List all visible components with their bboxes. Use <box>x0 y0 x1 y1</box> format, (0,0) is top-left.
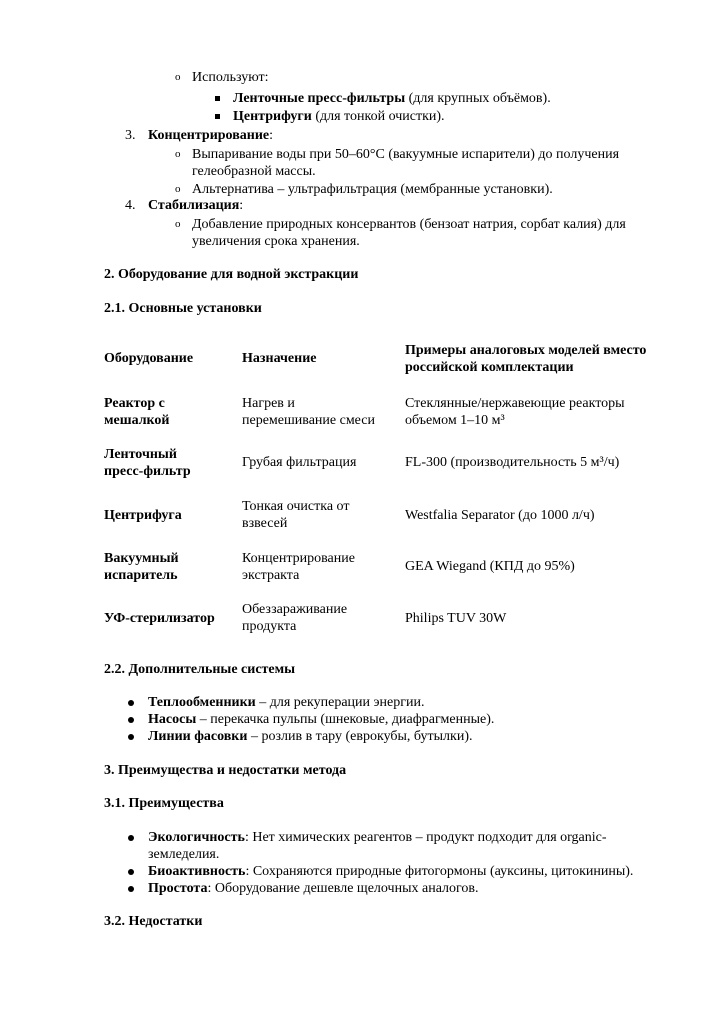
simplicity-desc: : Оборудование дешевле щелочных аналогов. <box>207 881 479 896</box>
step-4-item-1-line-1: Добавление природных консервантов (бензоат натрия, сорбат калия) для <box>192 217 626 232</box>
step-3-item-1-line-1: Выпаривание воды при 50–60°C (вакуумные испарители) до получения <box>192 147 620 162</box>
table-cell-model: GEA Wiegand (КПД до 95%) <box>405 559 575 574</box>
bullet-dot <box>128 700 134 706</box>
table-cell-equipment: Центрифуга <box>104 508 182 523</box>
packing-lines-desc: – розлив в тару (еврокубы, бутылки). <box>247 729 473 744</box>
step-3-item-1-line-2: гелеобразной массы. <box>192 164 316 179</box>
section-2-1-heading: 2.1. Основные установки <box>104 301 262 316</box>
ecology-desc-line-2: земледелия. <box>148 847 220 862</box>
table-cell-model: объемом 1–10 м³ <box>405 413 505 428</box>
step-3-item-2: Альтернатива – ультрафильтрация (мембранные установки). <box>192 182 553 197</box>
step-4-item-1-line-2: увеличения срока хранения. <box>192 234 360 249</box>
step-4-title-text: Стабилизация <box>148 198 240 213</box>
bullet-dot <box>128 835 134 841</box>
bullet-dot <box>128 734 134 740</box>
centrifuge-term: Центрифуги <box>233 109 312 124</box>
table-cell-equipment: Вакуумный <box>104 551 179 566</box>
section-2-2-heading: 2.2. Дополнительные системы <box>104 662 296 677</box>
bullet-dot <box>128 717 134 723</box>
table-cell-model: Westfalia Separator (до 1000 л/ч) <box>405 508 595 523</box>
table-cell-equipment: мешалкой <box>104 413 170 428</box>
table-cell-purpose: продукта <box>242 619 297 634</box>
centrifuge-desc: (для тонкой очистки). <box>311 109 445 124</box>
ecology-term: Экологичность <box>148 830 245 845</box>
section-3-2-heading: 3.2. Недостатки <box>104 914 203 929</box>
table-cell-purpose: Тонкая очистка от <box>242 499 350 514</box>
table-cell-purpose: экстракта <box>242 568 300 583</box>
step-4-colon: : <box>239 198 244 213</box>
table-cell-purpose: перемешивание смеси <box>242 413 375 428</box>
belt-press-term: Ленточные пресс-фильтры <box>233 91 406 106</box>
pumps-desc: – перекачка пульпы (шнековые, диафрагменные). <box>196 712 495 727</box>
table-cell-equipment: Ленточный <box>104 447 177 462</box>
table-cell-equipment: УФ-стерилизатор <box>104 611 215 626</box>
heat-exchangers-desc: – для рекуперации энергии. <box>255 695 425 710</box>
list-item-bioactivity <box>148 863 633 880</box>
table-cell-purpose: Грубая фильтрация <box>242 455 357 470</box>
belt-press-desc: (для крупных объёмов). <box>405 91 551 106</box>
table-cell-equipment: пресс-фильтр <box>104 464 191 479</box>
list-item-uses: Используют: <box>192 70 269 85</box>
list-item-packing-lines <box>148 728 473 745</box>
list-item-belt-press <box>233 90 551 107</box>
ecology-desc: : Нет химических реагентов – продукт подходит для organic- <box>244 830 607 845</box>
list-item-ecology <box>148 829 607 846</box>
section-3-1-heading: 3.1. Преимущества <box>104 796 224 811</box>
bioactivity-term: Биоактивность <box>148 864 246 879</box>
packing-lines-term: Линии фасовки <box>148 729 248 744</box>
step-3-title-text: Концентрирование <box>148 128 270 143</box>
step-number-4: 4. <box>125 198 136 213</box>
table-header-purpose: Назначение <box>242 351 317 366</box>
list-marker-square <box>215 96 220 101</box>
list-item-centrifuge <box>233 108 445 125</box>
list-marker-circle: o <box>175 148 181 160</box>
table-header-equipment: Оборудование <box>104 351 194 366</box>
list-marker-square <box>215 114 220 119</box>
bioactivity-desc: : Сохраняются природные фитогормоны (ауксины, цитокинины). <box>245 864 634 879</box>
list-item-pumps <box>148 711 494 728</box>
section-3-heading: 3. Преимущества и недостатки метода <box>104 763 347 778</box>
pumps-term: Насосы <box>148 712 197 727</box>
list-marker-circle: o <box>175 183 181 195</box>
table-cell-model: Philips TUV 30W <box>405 611 507 626</box>
bullet-dot <box>128 886 134 892</box>
table-cell-model: FL-300 (производительность 5 м³/ч) <box>405 455 620 470</box>
heat-exchangers-term: Теплообменники <box>148 695 256 710</box>
table-cell-equipment: испаритель <box>104 568 178 583</box>
table-cell-purpose: Нагрев и <box>242 396 295 411</box>
step-3-title <box>148 127 273 144</box>
step-4-title <box>148 197 243 214</box>
table-header-models-line-1: Примеры аналоговых моделей вместо <box>405 343 647 358</box>
table-header-models-line-2: российской комплектации <box>405 360 574 375</box>
list-item-heat-exchangers <box>148 694 424 711</box>
table-cell-purpose: взвесей <box>242 516 288 531</box>
simplicity-term: Простота <box>148 881 208 896</box>
section-2-heading: 2. Оборудование для водной экстракции <box>104 267 359 282</box>
step-3-colon: : <box>269 128 274 143</box>
list-marker-circle: o <box>175 71 181 83</box>
bullet-dot <box>128 869 134 875</box>
step-number-3: 3. <box>125 128 136 143</box>
table-cell-purpose: Обеззараживание <box>242 602 348 617</box>
table-cell-model: Стеклянные/нержавеющие реакторы <box>405 396 625 411</box>
list-item-simplicity <box>148 880 479 897</box>
list-marker-circle: o <box>175 218 181 230</box>
table-cell-equipment: Реактор с <box>104 396 165 411</box>
table-cell-purpose: Концентрирование <box>242 551 355 566</box>
